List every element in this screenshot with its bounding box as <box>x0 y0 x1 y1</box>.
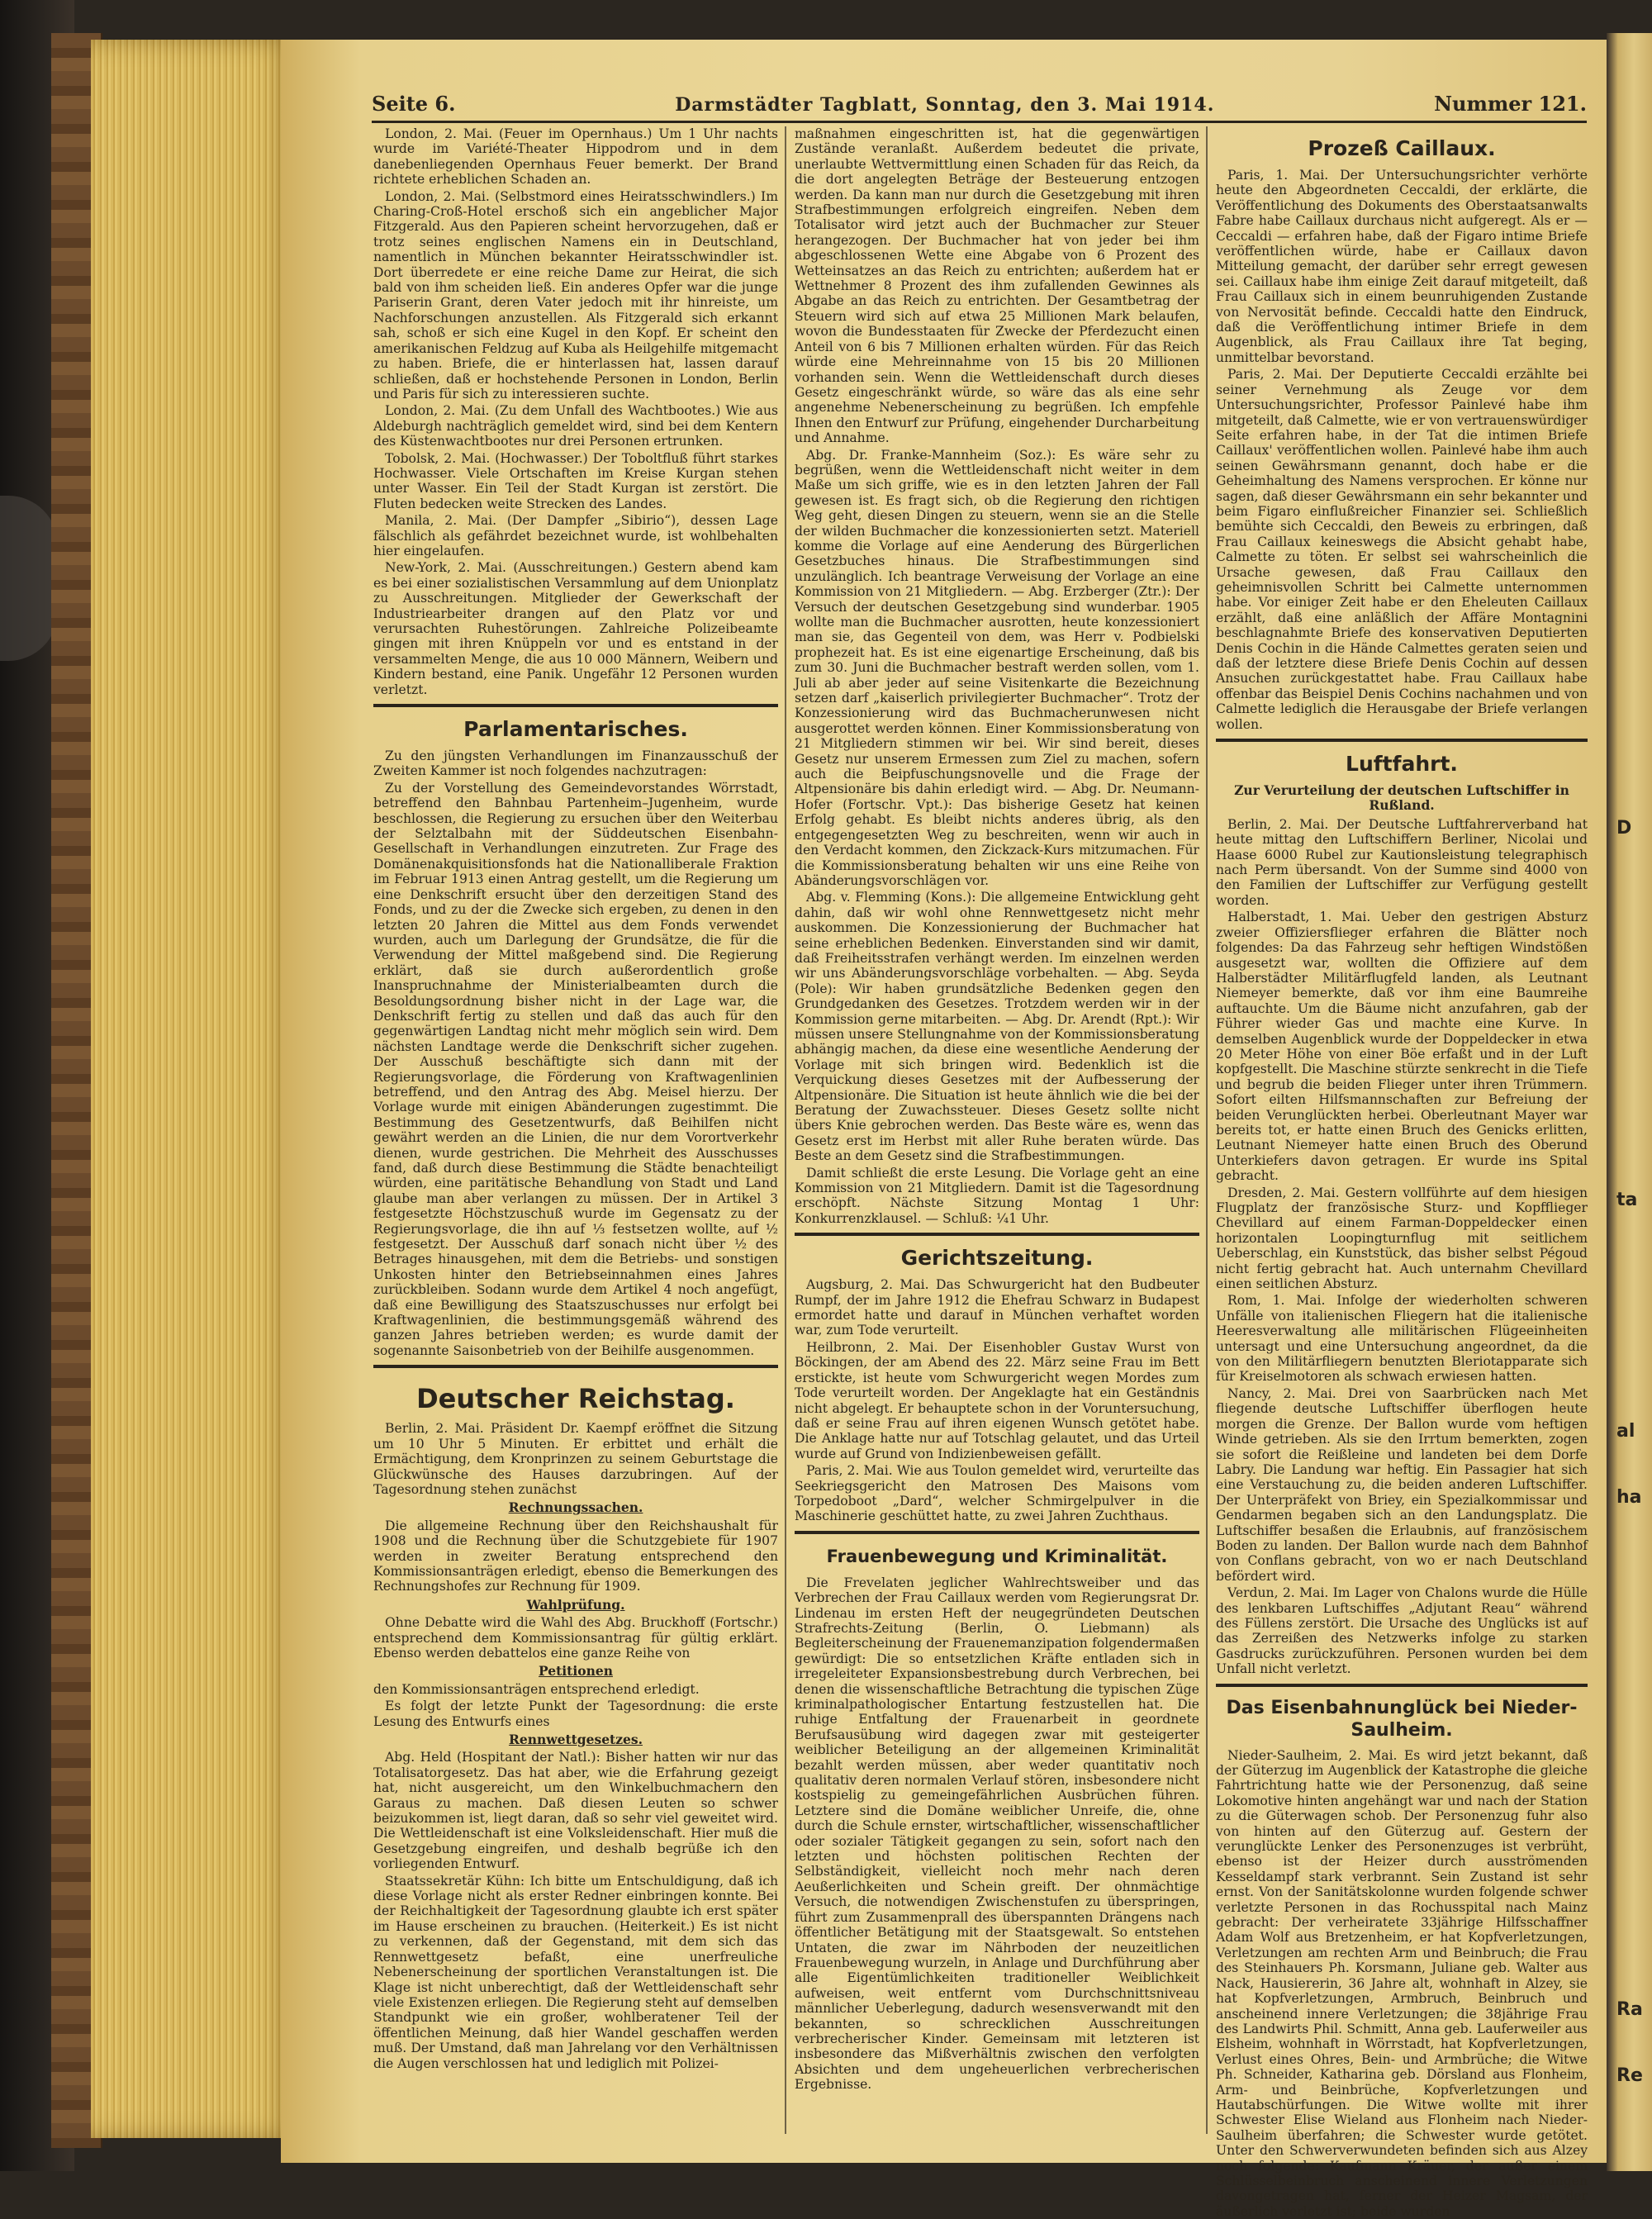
section-heading-frauenbewegung: Frauenbewegung und Kriminalität. <box>826 1546 1168 1566</box>
section-divider <box>1216 739 1588 742</box>
section-divider <box>373 1365 778 1368</box>
article-paragraph: Abg. Held (Hospitant der Natl.): Bisher hatten wir nur das Totalisatorgesetz. Das hat aber, wie die Erfahrung gezeigt hat, nicht ausgereicht, um den Winkelbuchmachern den Garaus zu machen. Daß diesen Leuten so schwer beizukommen ist, liegt daran, daß so sehr viel geweitet wird. Die Wettleidenschaft ist eine Volksleidenschaft. Hier muß die Gesetzgebung eingreifen, und deshalb begrüße ich den vorliegenden Entwurf. <box>373 1750 778 1872</box>
issue-number: Nummer 121. <box>1434 92 1587 116</box>
subheading: Petitionen <box>539 1663 613 1680</box>
edge-snippet: Re <box>1616 2065 1643 2086</box>
article-paragraph: Ohne Debatte wird die Wahl des Abg. Bruckhoff (Fortschr.) entsprechend dem Kommissionsantrag für gültig erklärt. Ebenso werden debattelos eine ganze Reihe von <box>373 1615 778 1661</box>
article-paragraph: Berlin, 2. Mai. Präsident Dr. Kaempf eröffnet die Sitzung um 10 Uhr 5 Minuten. Er erbittet und erhält die Ermächtigung, dem Kronprinzen zu seinem Geburtstage die Glückwünsche des Hauses darzubringen. Auf der Tagesordnung stehen zunächst <box>373 1421 778 1497</box>
subheading: Rennwettgesetzes. <box>508 1732 643 1747</box>
column-3 <box>1216 126 1588 2219</box>
article-paragraph: Die allgemeine Rechnung über den Reichshaushalt für 1908 und die Rechnung über die Schutzgebiete für 1907 werden in zweiter Beratung entsprechend den Kommissionsanträgen erledigt, ebenso die Bemerkungen des Rechnungshofes zur Rechnung für 1909. <box>373 1518 778 1594</box>
page-stack-edges <box>91 40 297 2138</box>
section-heading-luftfahrt: Luftfahrt. <box>1346 752 1458 777</box>
news-item: Paris, 2. Mai. Der Deputierte Ceccaldi erzählte bei seiner Vernehmung als Zeuge vor dem Untersuchungsrichter, Professor Painlevé habe ihm mitgeteilt, daß Calmette, wie er von vertrauenswürdiger Seite erfahren habe, in der Tat die intimen Briefe Caillaux' veröffentlichen wollen. Painlevé habe ihm auch seinen Gewährsmann genannt, doch habe er die Geheimhaltung des Namens versprochen. Er könne nur sagen, daß dieser Gewährsmann ein sehr bekannter und beim Figaro einflußreicher Finanzier sei. Schließlich bemühte sich Ceccaldi, den Beweis zu erbringen, daß Frau Caillaux keineswegs die Absicht gehabt habe, Calmette zu töten. Er selbst sei wahrscheinlich die Ursache gewesen, daß Frau Caillaux den geheimnisvollen Schritt bei Calmette unternommen habe. Vor einiger Zeit habe er den Eheleuten Caillaux erzählt, daß eine anläßlich der Affäre Montagnini beschlagnahmte Briefe des konservativen Deputierten Denis Cochin in die Hände Calmettes geraten seien und daß der letztere diese Briefe Denis Cochin auf dessen Ansuchen zurückgestattet habe. Frau Caillaux habe offenbar das Beispiel Denis Cochins nachahmen und von Calmette lediglich die Herausgabe der Briefe verlangen wollen. <box>1216 367 1588 732</box>
section-heading-gerichtszeitung: Gerichtszeitung. <box>900 1246 1094 1271</box>
news-item: Rom, 1. Mai. Infolge der wiederholten schweren Unfälle von italienischen Fliegern hat die italienische Heeresverwaltung alle militärischen Flügeeinheiten untersagt und eine Untersuchung angeordnet, da die von den Militärfliegern benutzten Bleriotapparate sich für Kreiselmotoren als schwach erwiesen hatten. <box>1216 1293 1588 1385</box>
section-heading-parlamentarisches: Parlamentarisches. <box>463 717 688 742</box>
article-paragraph: Die Frevelaten jeglicher Wahlrechtsweiber und das Verbrechen der Frau Caillaux werden vom Regierungsrat Dr. Lindenau im ersten Heft der neugegründeten Deutschen Strafrechts-Zeitung (Berlin, O. Liebmann) als Begleiterscheinung der Frauenemanzipation folgendermaßen gewürdigt: Die so entsetzlichen Kräfte entladen sich in irregeleiteter Expansionsbestrebung durch Verbrechen, bei denen die wissenschaftliche Betrachtung die typischen Züge kriminalpathologischer Entartung festzustellen hat. Die ruhige Entfaltung der Frauenarbeit in geordnete Berufsausübung wird dagegen zwar mit gesteigerter weiblicher Beteiligung an der allgemeinen Kriminalität bezahlt werden müssen, aber weder quantitativ noch qualitativ deren normalen Verlauf stören, insbesondere nicht kostspielig zu gemeingefährlichen Ausbrüchen führen. Letztere sind die Domäne weiblicher Unreife, die, ohne durch die Schule ernster, wirtschaftlicher, wissenschaftlicher oder sozialer Tätigkeit gegangen zu sein, sofort nach den letzten und höchsten politischen Rechten der Selbständigkeit, vielleicht noch mehr nach deren Aeußerlichkeiten und Schein greift. Der ohnmächtige Versuch, die notwendigen Zwischenstufen zu überspringen, führt zum Zusammenprall des überspannten Drängens nach öffentlicher Betätigung mit der Staatsgewalt. So entstehen Untaten, die zwar im Nährboden der neuzeitlichen Frauenbewegung wurzeln, in Anlage und Durchführung aber alle Eigentümlichkeiten traditioneller Weiblichkeit aufweisen, weit entfernt vom Durchschnittsniveau männlicher Ueberlegung, dadurch wesensverwandt mit den bekannten, so schrecklichen Ausschreitungen verbrecherischer Kinder. Gemeinsam mit letzteren ist insbesondere das Mißverhältnis zwischen den verfolgten Absichten und dem ungeheuerlichen verbrecherischen Ergebnisse. <box>795 1575 1199 2093</box>
newspaper-page <box>281 40 1607 2219</box>
edge-snippet: ha <box>1616 1487 1642 1508</box>
news-item: Augsburg, 2. Mai. Das Schwurgericht hat den Budbeuter Rumpf, der im Jahre 1912 die Ehefrau Schwarz in Budapest ermordet hatte und darauf in München verhaftet worden war, zum Tode verurteilt. <box>795 1277 1199 1338</box>
news-item: Verdun, 2. Mai. Im Lager von Chalons wurde die Hülle des lenkbaren Luftschiffes „Adjutant Reau“ während des Füllens zerstört. Die Ursache des Unglücks ist auf das Zerreißen des Netzwerks infolge zu starken Gasdrucks zurückzuführen. Personen wurden bei dem Unfall nicht verletzt. <box>1216 1585 1588 1677</box>
subheading: Zur Verurteilung der deutschen Luftschiffer in Rußland. <box>1234 782 1569 814</box>
edge-snippet: al <box>1616 1421 1635 1442</box>
news-item: London, 2. Mai. (Feuer im Opernhaus.) Um 1 Uhr nachts wurde im Variété-Theater Hippodrom und in dem danebenliegenden Opernhaus Feuer bemerkt. Der Brand richtete erheblichen Schaden an. <box>373 126 778 188</box>
news-item: Tobolsk, 2. Mai. (Hochwasser.) Der Toboltfluß führt starkes Hochwasser. Viele Ortschaften im Kreise Kurgan stehen unter Wasser. Ein Teil der Stadt Kurgan ist zerstört. Die Fluten bedecken weite Strecken des Landes. <box>373 450 778 511</box>
article-paragraph: Staatssekretär Kühn: Ich bitte um Entschuldigung, daß ich diese Vorlage nicht als erster Redner einbringen konnte. Bei der Reichhaltigkeit der Tagesordnung glaubte ich erst später im Hause erscheinen zu brauchen. (Heiterkeit.) Es ist nicht zu verkennen, daß der Gegenstand, mit dem sich das Rennwettgesetz befaßt, eine unerfreuliche Nebenerscheinung der sportlichen Veranstaltungen ist. Die Klage ist nicht unberechtigt, daß der Wettleidenschaft sehr viele Existenzen erliegen. Die Regierung steht auf demselben Standpunkt wie ein großer, wohlberatener Teil der öffentlichen Meinung, daß hier Wandel geschaffen werden muß. Der Umstand, daß man Jahrelang vor den Verhältnissen die Augen verschlossen hat und lediglich mit Polizei- <box>373 1873 778 2071</box>
news-item: Dresden, 2. Mai. Gestern vollführte auf dem hiesigen Flugplatz der französische Sturz- und Kopfflieger Chevillard auf einem Farman-Doppeldecker einen horizontalen Loopingturnflug mit seitlichem Ueberschlag, ein Kunststück, das bisher selbst Pégoud nicht fertig gebracht hat. Auch unternahm Chevillard einen seitlichen Absturz. <box>1216 1185 1588 1292</box>
edge-snippet: ta <box>1616 1190 1638 1210</box>
column-rule <box>1206 126 1208 2134</box>
news-item: Heilbronn, 2. Mai. Der Eisenhobler Gustav Wurst von Böckingen, der am Abend des 22. März seine Frau im Bett erstickte, ist heute vom Schwurgericht wegen Mordes zum Tode verurteilt worden. Der Angeklagte hat ein Geständnis nicht abgelegt. Er behauptete schon in der Voruntersuchung, daß er seine Frau auf ihren eigenen Wunsch getötet habe. Die Anklage hatte nur auf Totschlag gelautet, und das Urteil wurde auf Grund von Indizienbeweisen gefällt. <box>795 1339 1199 1461</box>
news-item: Nancy, 2. Mai. Drei von Saarbrücken nach Met fliegende deutsche Luftschiffer überflogen heute morgen die Grenze. Der Ballon wurde vom heftigen Winde getrieben. Als sie den Irrtum bemerkten, zogen sie sofort die Reißleine und landeten bei dem Dorfe Labry. Die Landung war heftig. Ein Passagier hat sich eine Verstauchung zu, die beiden anderen Luftschiffer. Der Unterpräfekt von Briey, ein Spezialkommissar und Gendarmen begaben sich an den Landungsplatz. Die Luftschiffer besaßen die Erlaubnis, auf französischem Boden zu landen. Der Ballon wurde nach dem Bahnhof von Conflans gebracht, von wo er nach Deutschland befördert wird. <box>1216 1385 1588 1584</box>
news-item: London, 2. Mai. (Selbstmord eines Heiratsschwindlers.) Im Charing-Croß-Hotel erschoß sich ein angeblicher Major Fitzgerald. Aus den Papieren scheint hervorzugehen, daß er trotz seines englischen Namens ein in Deutschland, namentlich in München bekannter Heiratsschwindler ist. Dort überredete er eine reiche Dame zur Heirat, die sich bald von ihm scheiden ließ. Ein anderes Opfer war die junge Pariserin Grant, deren Vater jedoch mit ihr hinreiste, um Nachforschungen anzustellen. Als Fitzgerald sich erkannt sah, schoß er sich eine Kugel in den Kopf. Er scheint den amerikanischen Feldzug auf Kuba als Heilgehilfe mitgemacht zu haben. Briefe, die er hinterlassen hat, lassen darauf schließen, daß er hochstehende Personen in London, Berlin und Paris für sich zu interessieren suchte. <box>373 188 778 402</box>
news-item: New-York, 2. Mai. (Ausschreitungen.) Gestern abend kam es bei einer sozialistischen Versammlung auf dem Unionplatz zu Ausschreitungen. Mitglieder der Gewerkschaft der Industriearbeiter drangen auf den Platz vor und verursachten Ruhestörungen. Zahlreiche Polizeibeamte gingen mit ihren Knüppeln vor und es entstand in der versammelten Menge, die aus 10 000 Männern, Weibern und Kindern bestand, eine Panik. Ungefähr 12 Personen wurden verletzt. <box>373 560 778 697</box>
article-paragraph: Damit schließt die erste Lesung. Die Vorlage geht an eine Kommission von 21 Mitgliedern. Damit ist die Tagesordnung erschöpft. Nächste Sitzung Montag 1 Uhr: Konkurrenzklausel. — Schluß: ¼1 Uhr. <box>795 1165 1199 1226</box>
article-paragraph: den Kommissionsanträgen entsprechend erledigt. <box>373 1681 700 1697</box>
article-paragraph: Abg. Dr. Franke-Mannheim (Soz.): Es wäre sehr zu begrüßen, wenn die Wettleidenschaft nicht weiter in dem Maße um sich griffe, wie es in den letzten Jahren der Fall gewesen ist. Es fragt sich, ob die Regierung den richtigen Weg geht, diesen Dingen zu steuern, wenn sie an die Stelle der wilden Buchmacher die konzessionierten setzt. Materiell komme die Vorlage auf eine Aenderung des Bürgerlichen Gesetzbuches hinaus. Die Strafbestimmungen sind unzulänglich. Ich beantrage Verweisung der Vorlage an eine Kommission von 21 Mitgliedern. — Abg. Erzberger (Ztr.): Der Versuch der deutschen Gesetzgebung sind wunderbar. 1905 wollte man die Buchmacher ausrotten, heute konzessioniert man sie, das Gegenteil von dem, was Herr v. Podbielski prophezeit hat. Es ist eine eigenartige Erscheinung, daß bis zum 30. Juni die Buchmacher bestraft werden sollen, vom 1. Juli ab aber jeder auf seine Visitenkarte die Bezeichnung setzen darf „kaiserlich privilegierter Buchmacher“. Trotz der Konzessionierung wird das Buchmacherunwesen nicht ausgerottet werden können. Einer Kommissionsberatung von 21 Mitgliedern stimmen wir bei. Wir sind bereit, dieses Gesetz nur unserem Ermessen zum Ziel zu machen, sofern auch die Beipfuschungsnovelle und die Frage der Altpensionäre bis dahin erledigt wird. — Abg. Dr. Neumann-Hofer (Fortschr. Vpt.): Das bisherige Gesetz hat keinen Erfolg gehabt. Es bleibt nichts anderes übrig, als den entgegengesetzten Weg zu beschreiten, wenn wir auch in den Verdacht kommen, den Zickzack-Kurs mitzumachen. Für die Kommissionsberatung behalten wir uns eine Reihe von Abänderungsvorschlägen vor. <box>795 447 1199 888</box>
news-item: Halberstadt, 1. Mai. Ueber den gestrigen Absturz zweier Offiziersflieger erfahren die Blätter noch folgendes: Da das Fahrzeug sehr heftigen Windstößen ausgesetzt war, wollten die Offiziere auf dem Halberstädter Militärflugfeld landen, als Leutnant Niemeyer bemerkte, daß vor ihm eine Baumreihe auftauchte. Um die Bäume nicht anzufahren, gab der Führer wieder Gas und machte eine Kurve. In demselben Augenblick wurde der Doppeldecker in etwa 20 Meter Höhe von einer Böe erfaßt und in der Luft kopfgestellt. Die Maschine stürzte senkrecht in die Tiefe und begrub die beiden Flieger unter ihren Trümmern. Sofort eilten Hilfsmannschaften zur Befreiung der beiden Verunglückten herbei. Oberleutnant Mayer war bereits tot, er hatte einen Bruch des Genicks erlitten, Leutnant Niemeyer hatte einen Bruch des Oberund Unterkiefers davon getragen. Er wurde ins Spital gebracht. <box>1216 910 1588 1184</box>
section-divider <box>1216 1684 1588 1687</box>
section-divider <box>373 704 778 707</box>
section-heading-prozess-caillaux: Prozeß Caillaux. <box>1308 136 1496 160</box>
column-rule <box>785 126 786 2134</box>
masthead: Darmstädter Tagblatt, Sonntag, den 3. Mai 1914. <box>675 94 1215 116</box>
article-paragraph: Zu der Vorstellung des Gemeindevorstandes Wörrstadt, betreffend den Bahnbau Partenheim–Jugenheim, wurde beschlossen, die Regierung zu ersuchen über den Weiterbau der Selztalbahn mit der Süddeutschen Eisenbahn-Gesellschaft in Verhandlungen einzutreten. Zur Frage des Domänenakquisitionsfonds hat die Nationalliberale Fraktion im Februar 1913 einen Antrag gestellt, um die Regierung um eine Denkschrift ersucht über den derzeitigen Stand des Fonds, und zu der die Zwecke sich ergeben, zu denen in den letzten 20 Jahren die Mittel aus dem Fonds verwendet wurden, auch um Darlegung der Grundsätze, die für die Verwendung der Mittel maßgebend sind. Die Regierung erklärt, daß sie durch außerordentlich große Inanspruchnahme der Ministerialbeamten durch die Besoldungsordnung bisher nicht in der Lage war, die Denkschrift fertig zu stellen und daß das auch für den gegenwärtigen Landtag nicht mehr möglich sein wird. Dem nächsten Landtage werde die Denkschrift sicher zugehen. Der Ausschuß beschäftigte sich dann mit der Regierungsvorlage, die Förderung von Kraftwagenlinien betreffend, und den Antrag des Abg. Meisel hierzu. Der Vorlage wurde mit einigen Abänderungen zugestimmt. Die Bestimmung des Gesetzentwurfs, daß Beihilfen nicht gewährt werden an die Linien, die nur dem Vorortverkehr dienen, wurde gestrichen. Die Mehrheit des Ausschusses fand, daß durch diese Bestimmung die Städte benachteiligt würden, eine paritätische Behandlung von Stadt und Land glaube man aber verlangen zu müssen. Der in Artikel 3 festgesetzte Höchstzuschuß wurde im Gegensatz zu der Regierungsvorlage, die ihn auf ⅓ festsetzen wollte, auf ½ festgesetzt. Der Ausschuß darf sonach nicht über ½ des Betrages hinausgehen, mit dem die Betriebs- und sonstigen Unkosten hinter den Betriebseinnahmen eines Jahres zurückbleiben. Sodann wurde dem Artikel 4 noch angefügt, daß eine Bewilligung des Staatszuschusses nur erfolgt bei Kraftwagenlinien, die bestimmungsgemäß während des ganzen Jahres betrieben werden; es wurde damit der sogenannte Saisonbetrieb von der Beihilfe ausgenommen. <box>373 780 778 1358</box>
news-item: Nieder-Saulheim, 2. Mai. Es wird jetzt bekannt, daß der Güterzug im Augenblick der Katastrophe die gleiche Fahrtrichtung hatte wie der Personenzug, daß seine Lokomotive hinten angehängt war und nach der Station zu die Güterwagen schob. Der Personenzug fuhr also von hinten auf den Güterzug auf. Gestern der verunglückte Lenker des Personenzuges ist verbrüht, ebenso ist der Heizer durch ausströmenden Kesseldampf stark verbrannt. Sein Zustand ist sehr ernst. Von der Sanitätskolonne wurden folgende schwer verletzte Personen in das Rochusspital nach Mainz gebracht: Der verheiratete 33jährige Hilfsschaffner Adam Wolf aus Bretzenheim, er hat Kopfverletzungen, Verletzungen am rechten Arm und Beinbruch; die Frau des Steinhauers Ph. Korsmann, Juliane geb. Walter aus Nack, Hausiererin, 36 Jahre alt, wohnhaft in Alzey, sie hat Kopfverletzungen, Armbruch, Beinbruch und anscheinend innere Verletzungen; die 38jährige Frau des Landwirts Phil. Schmitt, Anna geb. Lauferweiler aus Elsheim, wohnhaft in Wörrstadt, hat Kopfverletzungen, Verlust eines Ohres, Bein- und Armbrüche; die Witwe Ph. Schneider, Katharina geb. Dörsland aus Flonheim, Arm- und Beinbrüche, Kopfverletzungen und Hautabschürfungen. Die Witwe wollte mit ihrer Schwester Elise Wieland aus Flonheim nach Nieder-Saulheim überfahren; die Schwester wurde getötet. Unter den Schwerverwundeten befinden sich aus Alzey noch folgende: Kaufmann Kräuer, der außer einem Schlüsselbeinbruch anscheinend innere Verletzungen davongetragen hat, ferner der Heizer Magsam, der äußerlich verletzt ist; beide wurden <box>1216 1747 1588 2219</box>
subheading: Wahlprüfung. <box>526 1596 625 1613</box>
page-header <box>372 79 1587 123</box>
news-item: Manila, 2. Mai. (Der Dampfer „Sibirio“), dessen Lage fälschlich als gefährdet bezeichnet wurde, ist wohlbehalten hier eingelaufen. <box>373 513 778 558</box>
article-paragraph: Es folgt der letzte Punkt der Tagesordnung: die erste Lesung des Entwurfs eines <box>373 1699 778 1729</box>
news-item: Berlin, 2. Mai. Der Deutsche Luftfahrerverband hat heute mittag den Luftschiffern Berliner, Nicolai und Haase 6000 Rubel zur Kautionsleistung telegraphisch nach Perm übersandt. Von der Summe sind 4000 von den Familien der Luftschiffer zur Verfügung gestellt worden. <box>1216 816 1588 908</box>
news-item: Paris, 1. Mai. Der Untersuchungsrichter verhörte heute den Abgeordneten Ceccaldi, der erklärte, die Veröffentlichung des Dokuments des Oberstaatsanwalts Fabre habe Caillaux durchaus nicht aufgeregt. Als er — Ceccaldi — erfahren habe, daß der Figaro intime Briefe veröffentlichen würde, habe er Caillaux davon Mitteilung gemacht, der darüber sehr erregt gewesen sei. Caillaux habe ihm einige Zeit darauf mitgeteilt, daß Frau Caillaux sich in einem beunruhigenden Zustande von Nervosität befinde. Ceccaldi hatte den Eindruck, daß die Veröffentlichung intimer Briefe in dem Augenblick, als Frau Caillaux ihre Tat beging, unmittelbar bevorstand. <box>1216 168 1588 365</box>
news-item: London, 2. Mai. (Zu dem Unfall des Wachtbootes.) Wie aus Aldeburgh nachträglich gemeldet wird, sind bei dem Kentern des Küstenwachtbootes nur drei Personen ertrunken. <box>373 403 778 449</box>
column-2 <box>795 126 1199 2159</box>
subheading: Rechnungssachen. <box>508 1499 643 1516</box>
section-divider <box>795 1233 1199 1236</box>
article-paragraph: maßnahmen eingeschritten ist, hat die gegenwärtigen Zustände veranlaßt. Außerdem bedeutet die private, unerlaubte Wettvermittlung einen Schaden für das Reich, da die dort angelegten Beträge der Besteuerung entzogen werden. Da kann man nur durch die Gesetzgebung mit ihren Strafbestimmungen erfolgreich eingreifen. Neben dem Totalisator wird jetzt auch der Buchmacher zur Steuer herangezogen. Der Buchmacher hat von jeder bei ihm abgeschlossenen Wette eine Abgabe von 6 Prozent des Wetteinsatzes an das Reich zu entrichten; außerdem hat er Wettnehmer 8 Prozent des ihm zufallenden Gewinnes als Abgabe an das Reich zu entrichten. Der Gesamtbetrag der Steuern wird sich auf etwa 25 Millionen Mark belaufen, wovon die Bundesstaaten für Zwecke der Pferdezucht einen Anteil von 6 bis 7 Millionen erhalten würden. Für das Reich würde eine Mehreinnahme von 15 bis 20 Millionen vorhanden sein. Wenn die Wettleidenschaft durch dieses Gesetz eingeschränkt würde, so wäre das als eine sehr angenehme Nebenerscheinung zu begrüßen. Ich empfehle Ihnen den Entwurf zur Prüfung, eingehender Durcharbeitung und Annahme. <box>795 126 1199 446</box>
edge-snippet: Ra <box>1616 1999 1643 2020</box>
next-page-edge <box>1607 33 1652 2171</box>
column-1 <box>373 126 778 2159</box>
news-item: Paris, 2. Mai. Wie aus Toulon gemeldet wird, verurteilte das Seekriegsgericht den Matrosen Des Maisons vom Torpedoboot „Dard“, welcher Schmirgelpulver in die Maschinerie geschüttet hatte, zu zwei Jahren Zuchthaus. <box>795 1463 1199 1524</box>
section-heading-reichstag: Deutscher Reichstag. <box>416 1383 735 1415</box>
page-number: Seite 6. <box>372 92 456 116</box>
article-paragraph: Abg. v. Flemming (Kons.): Die allgemeine Entwicklung geht dahin, daß wir wohl ohne Rennwettgesetz nicht mehr auskommen. Die Konzessionierung der Buchmacher hat seine erheblichen Bedenken. Einverstanden sind wir damit, daß Freiheitsstrafen verhängt werden. Im einzelnen werden wir uns Abänderungsvorschläge vorbehalten. — Abg. Seyda (Pole): Wir haben grundsätzliche Bedenken gegen den Grundgedanken des Gesetzes. Trotzdem werden wir in der Kommission gerne mitarbeiten. — Abg. Dr. Arendt (Rpt.): Wir müssen unsere Stellungnahme von der Kommissionsberatung abhängig machen, da diese eine wesentliche Aenderung der Vorlage mit sich bringen wird. Bedenklich ist die Verquickung dieses Gesetzes mit der Aufbesserung der Altpensionäre. Die Situation ist heute ähnlich wie die bei der Beratung der Zuwachssteuer. Dieses Gesetz sollte nicht übers Knie gebrochen werden. Das Beste wäre es, wenn das Gesetz erst im Herbst mit aller Ruhe beraten würde. Das Beste an dem Gesetz sind die Strafbestimmungen. <box>795 890 1199 1164</box>
article-paragraph: Zu den jüngsten Verhandlungen im Finanzausschuß der Zweiten Kammer ist noch folgendes nachzutragen: <box>373 748 778 779</box>
section-heading-eisenbahnunglueck: Das Eisenbahnunglück bei Nieder-Saulheim. <box>1226 1697 1578 1741</box>
edge-snippet: D <box>1616 818 1632 839</box>
section-divider <box>795 1531 1199 1534</box>
